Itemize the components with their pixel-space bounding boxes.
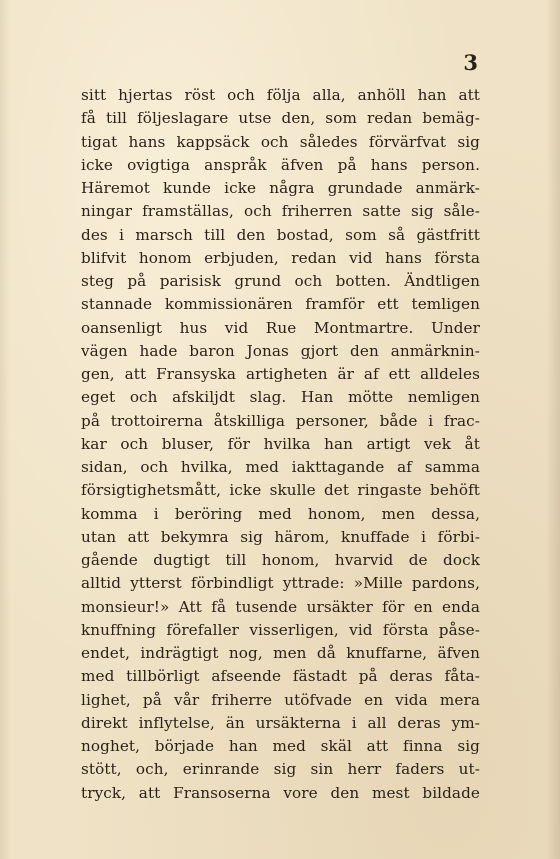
text-line: endet, indrägtigt nog, men då knuffarne, äfven [81, 644, 480, 662]
text-line: med tillbörligt afseende fästadt på deras fåta- [81, 667, 480, 686]
text-line: få till följeslagare utse den, som redan bemäg- [81, 109, 480, 128]
text-line: noghet, började han med skäl att finna sig [81, 737, 480, 755]
text-line: sidan, och hvilka, med iakttagande af samma [81, 458, 480, 476]
text-line: tryck, att Fransoserna vore den mest bildade [81, 783, 480, 802]
text-line: på trottoirerna åtskilliga personer, både i frac- [81, 411, 480, 430]
text-line: monsieur!» Att få tusende ursäkter för en enda [81, 597, 480, 616]
text-line: alltid ytterst förbindligt yttrade: »Mille pardons, [81, 574, 480, 593]
page-left-edge-shadow [0, 0, 10, 859]
text-line: direkt inflytelse, än ursäkterna i all deras ym- [81, 713, 480, 732]
page-number: 3 [463, 50, 478, 75]
text-line: steg på parisisk grund och botten. Ändtligen [81, 272, 480, 290]
text-line: oansenligt hus vid Rue Montmartre. Under [81, 318, 480, 337]
page-right-edge-shadow [546, 0, 560, 859]
text-line: gående dugtigt till honom, hvarvid de dock [81, 551, 480, 569]
text-line: komma i beröring med honom, men dessa, [81, 504, 480, 523]
text-line: stannade kommissionären framför ett temligen [81, 295, 480, 314]
text-line: eget och afskiljdt slag. Han mötte nemligen [81, 388, 480, 407]
text-line: försigtighetsmått, icke skulle det ringaste behöft [81, 481, 480, 500]
text-line: blifvit honom erbjuden, redan vid hans första [81, 248, 480, 267]
text-line: utan att bekymra sig härom, knuffade i förbi- [81, 527, 480, 546]
text-line: sitt hjertas röst och följa alla, anhöll han att [81, 86, 480, 104]
text-line: lighet, på vår friherre utöfvade en vida mera [81, 690, 480, 709]
text-line: stött, och, erinrande sig sin herr faders ut- [81, 760, 480, 779]
text-line: vägen hade baron Jonas gjort den anmärknin- [81, 341, 480, 360]
text-line: gen, att Fransyska artigheten är af ett alldeles [81, 365, 480, 383]
text-line: ningar framställas, och friherren satte sig såle- [81, 202, 480, 221]
text-line: Häremot kunde icke några grundade anmärk- [81, 179, 480, 197]
text-line: knuffning förefaller visserligen, vid första påse- [81, 620, 480, 639]
body-text [81, 84, 480, 805]
text-line: tigat hans kappsäck och således förvärfvat sig [81, 132, 480, 151]
text-line: des i marsch till den bostad, som så gästfritt [81, 225, 480, 244]
text-line: icke ovigtiga anspråk äfven på hans person. [81, 155, 480, 174]
text-line: kar och bluser, för hvilka han artigt vek åt [81, 434, 480, 453]
